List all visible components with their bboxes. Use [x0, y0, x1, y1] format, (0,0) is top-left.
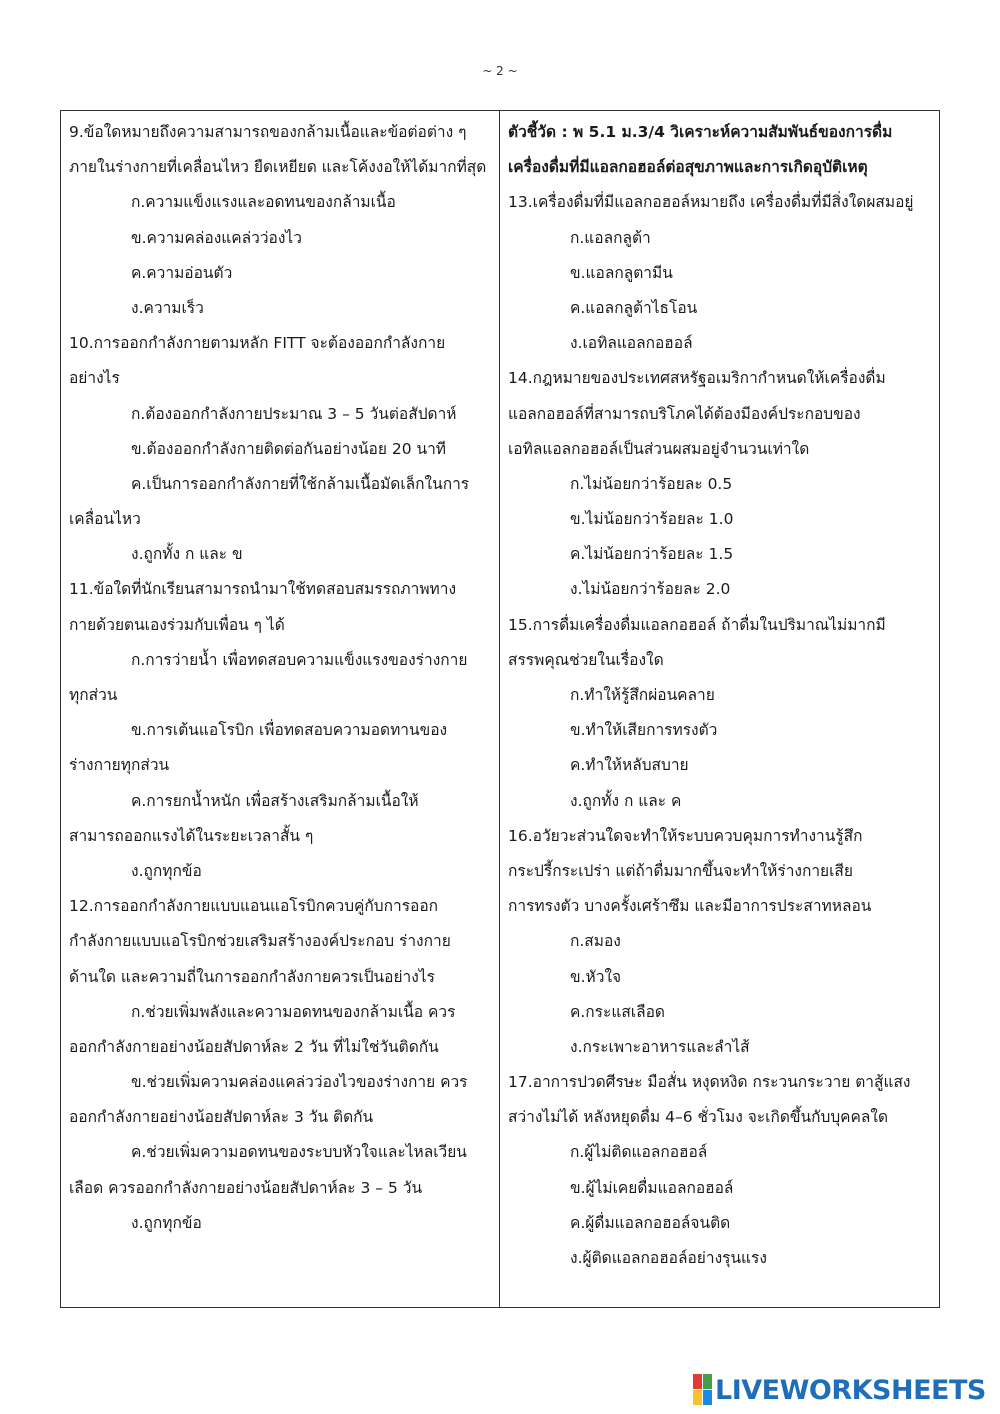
- answer-option: ก.ทำให้รู้สึกผ่อนคลาย: [570, 686, 715, 704]
- answer-option: ง.ถูกทั้ง ก และ ข: [131, 545, 243, 564]
- answer-option: ข.แอลกลูตามีน: [570, 263, 673, 282]
- question-text: แอลกอฮอล์ที่สามารถบริโภคได้ต้องมีองค์ประกอบของ: [508, 404, 861, 423]
- question-text: 16.อวัยวะส่วนใดจะทำให้ระบบควบคุมการทำงานรู้สึก: [508, 826, 863, 845]
- answer-option: ก.ต้องออกกำลังกายประมาณ 3 – 5 วันต่อสัปดาห์: [131, 404, 457, 423]
- answer-option: ง.กระเพาะอาหารและลำไส้: [570, 1037, 750, 1056]
- answer-option: ค.ไม่น้อยกว่าร้อยละ 1.5: [570, 545, 734, 564]
- question-text: ออกกำลังกายอย่างน้อยสัปดาห์ละ 3 วัน ติดกัน: [69, 1108, 374, 1127]
- answer-option: ง.เอทิลแอลกอฮอล์: [570, 334, 693, 353]
- question-text: ร่างกายทุกส่วน: [69, 756, 170, 775]
- question-text: เอทิลแอลกอฮอล์เป็นส่วนผสมอยู่จำนวนเท่าใด: [508, 439, 810, 458]
- answer-option: ข.ช่วยเพิ่มความคล่องแคล่วว่องไวของร่างกาย ควร: [131, 1073, 468, 1092]
- answer-option: ง.ถูกทุกข้อ: [131, 861, 202, 880]
- answer-option: ง.ถูกทั้ง ก และ ค: [570, 791, 682, 810]
- question-text: สามารถออกแรงได้ในระยะเวลาสั้น ๆ: [69, 826, 314, 845]
- answer-option: ค.แอลกลูต้าไธโอน: [570, 298, 698, 317]
- answer-option: ก.สมอง: [570, 932, 621, 951]
- answer-option: ค.ช่วยเพิ่มความอดทนของระบบหัวใจและไหลเวียน: [131, 1143, 467, 1162]
- logo-text: LIVEWORKSHEETS: [715, 1374, 986, 1406]
- question-text: สว่างไม่ได้ หลังหยุดดื่ม 4–6 ชั่วโมง จะเกิดขึ้นกับบุคคลใด: [508, 1108, 889, 1127]
- answer-option: ก.ความแข็งแรงและอดทนของกล้ามเนื้อ: [131, 193, 396, 212]
- answer-option: ก.แอลกลูต้า: [570, 228, 651, 247]
- question-text: กระปรี้กระเปร่า แต่ถ้าดื่มมากขึ้นจะทำให้ร่างกายเสีย: [508, 861, 853, 880]
- answer-option: ข.ทำให้เสียการทรงตัว: [570, 721, 718, 740]
- question-text: เคลื่อนไหว: [69, 510, 141, 529]
- question-text: 15.การดื่มเครื่องดื่มแอลกอฮอล์ ถ้าดื่มในปริมาณไม่มากมี: [508, 615, 886, 634]
- answer-option: ค.ทำให้หลับสบาย: [570, 756, 689, 775]
- question-text: 10.การออกกำลังกายตามหลัก FITT จะต้องออกกำลังกาย: [69, 334, 446, 353]
- question-text: กำลังกายแบบแอโรบิกช่วยเสริมสร้างองค์ประกอบ ร่างกาย: [69, 932, 451, 951]
- logo-badge-square: [703, 1374, 712, 1389]
- answer-option: ข.การเต้นแอโรบิก เพื่อทดสอบความอดทานของ: [131, 721, 448, 740]
- answer-option: ค.ความอ่อนตัว: [131, 263, 233, 282]
- question-table: [60, 110, 940, 1308]
- answer-option: ข.ไม่น้อยกว่าร้อยละ 1.0: [570, 510, 734, 529]
- question-text: ด้านใด และความถี่ในการออกกำลังกายควรเป็นอย่างไร: [69, 967, 435, 986]
- question-text: 14.กฎหมายของประเทศสหรัฐอเมริกากำหนดให้เครื่องดื่ม: [508, 369, 886, 388]
- liveworksheets-logo: [693, 1373, 986, 1407]
- indicator-heading: ตัวชี้วัด : พ 5.1 ม.3/4 วิเคราะห์ความสัมพันธ์ของการดื่ม: [508, 123, 893, 141]
- answer-option: ข.ต้องออกกำลังกายติดต่อกันอย่างน้อย 20 นาที: [131, 439, 447, 458]
- question-text: 17.อาการปวดศีรษะ มือสั่น หงุดหงิด กระวนกระวาย ตาสู้แสง: [508, 1073, 911, 1092]
- question-text: 11.ข้อใดที่นักเรียนสามารถนำมาใช้ทดสอบสมรรถภาพทาง: [69, 580, 457, 599]
- answer-option: ค.กระแสเลือด: [570, 1002, 665, 1021]
- right-column: [500, 111, 939, 1307]
- logo-badge-icon: [693, 1374, 712, 1406]
- answer-option: ง.ไม่น้อยกว่าร้อยละ 2.0: [570, 580, 731, 599]
- logo-badge-square: [693, 1390, 702, 1405]
- page-number: ~ 2 ~: [482, 64, 518, 78]
- question-text: เลือด ควรออกกำลังกายอย่างน้อยสัปดาห์ละ 3 – 5 วัน: [69, 1178, 423, 1197]
- logo-badge-square: [703, 1390, 712, 1405]
- answer-option: ข.หัวใจ: [570, 967, 622, 986]
- logo-badge-square: [693, 1374, 702, 1389]
- question-text: 13.เครื่องดื่มที่มีแอลกอฮอล์หมายถึง เครื่องดื่มที่มีสิ่งใดผสมอยู่: [508, 193, 914, 212]
- answer-option: ข.ผู้ไม่เคยดื่มแอลกอฮอล์: [570, 1178, 734, 1197]
- answer-option: ข.ความคล่องแคล่วว่องไว: [131, 228, 302, 247]
- answer-option: ค.ผู้ดื่มแอลกอฮอล์จนติด: [570, 1213, 731, 1232]
- answer-option: ก.ไม่น้อยกว่าร้อยละ 0.5: [570, 474, 733, 493]
- question-text: การทรงตัว บางครั้งเศร้าซึม และมีอาการประสาทหลอน: [508, 897, 872, 916]
- answer-option: ก.ช่วยเพิ่มพลังและความอดทนของกล้ามเนื้อ ควร: [131, 1002, 456, 1021]
- question-text: ภายในร่างกายที่เคลื่อนไหว ยืดเหยียด และโค้งงอให้ได้มากที่สุด: [69, 158, 487, 177]
- answer-option: ก.ผู้ไม่ติดแอลกอฮอล์: [570, 1143, 708, 1162]
- answer-option: ก.การว่ายน้ำ เพื่อทดสอบความแข็งแรงของร่างกาย: [131, 650, 468, 669]
- question-text: 12.การออกกำลังกายแบบแอนแอโรบิกควบคู่กับการออก: [69, 897, 439, 916]
- indicator-heading: เครื่องดื่มที่มีแอลกอฮอล์ต่อสุขภาพและการเกิดอุบัติเหตุ: [508, 158, 868, 177]
- question-text: ออกกำลังกายอย่างน้อยสัปดาห์ละ 2 วัน ที่ไม่ใช่วันติดกัน: [69, 1037, 439, 1056]
- left-column: [61, 111, 500, 1307]
- answer-option: ง.ผู้ติดแอลกอฮอล์อย่างรุนแรง: [570, 1249, 767, 1267]
- question-text: กายด้วยตนเองร่วมกับเพื่อน ๆ ได้: [69, 615, 285, 634]
- question-text: สรรพคุณช่วยในเรื่องใด: [508, 650, 664, 669]
- question-text: 9.ข้อใดหมายถึงความสามารถของกล้ามเนื้อและข้อต่อต่าง ๆ: [69, 123, 467, 141]
- question-text: ทุกส่วน: [69, 686, 118, 704]
- answer-option: ค.การยกน้ำหนัก เพื่อสร้างเสริมกล้ามเนื้อให้: [131, 791, 419, 810]
- answer-option: ง.ถูกทุกข้อ: [131, 1213, 202, 1232]
- question-text: อย่างไร: [69, 369, 120, 388]
- answer-option: ง.ความเร็ว: [131, 298, 204, 317]
- answer-option: ค.เป็นการออกกำลังกายที่ใช้กล้ามเนื้อมัดเล็กในการ: [131, 474, 470, 493]
